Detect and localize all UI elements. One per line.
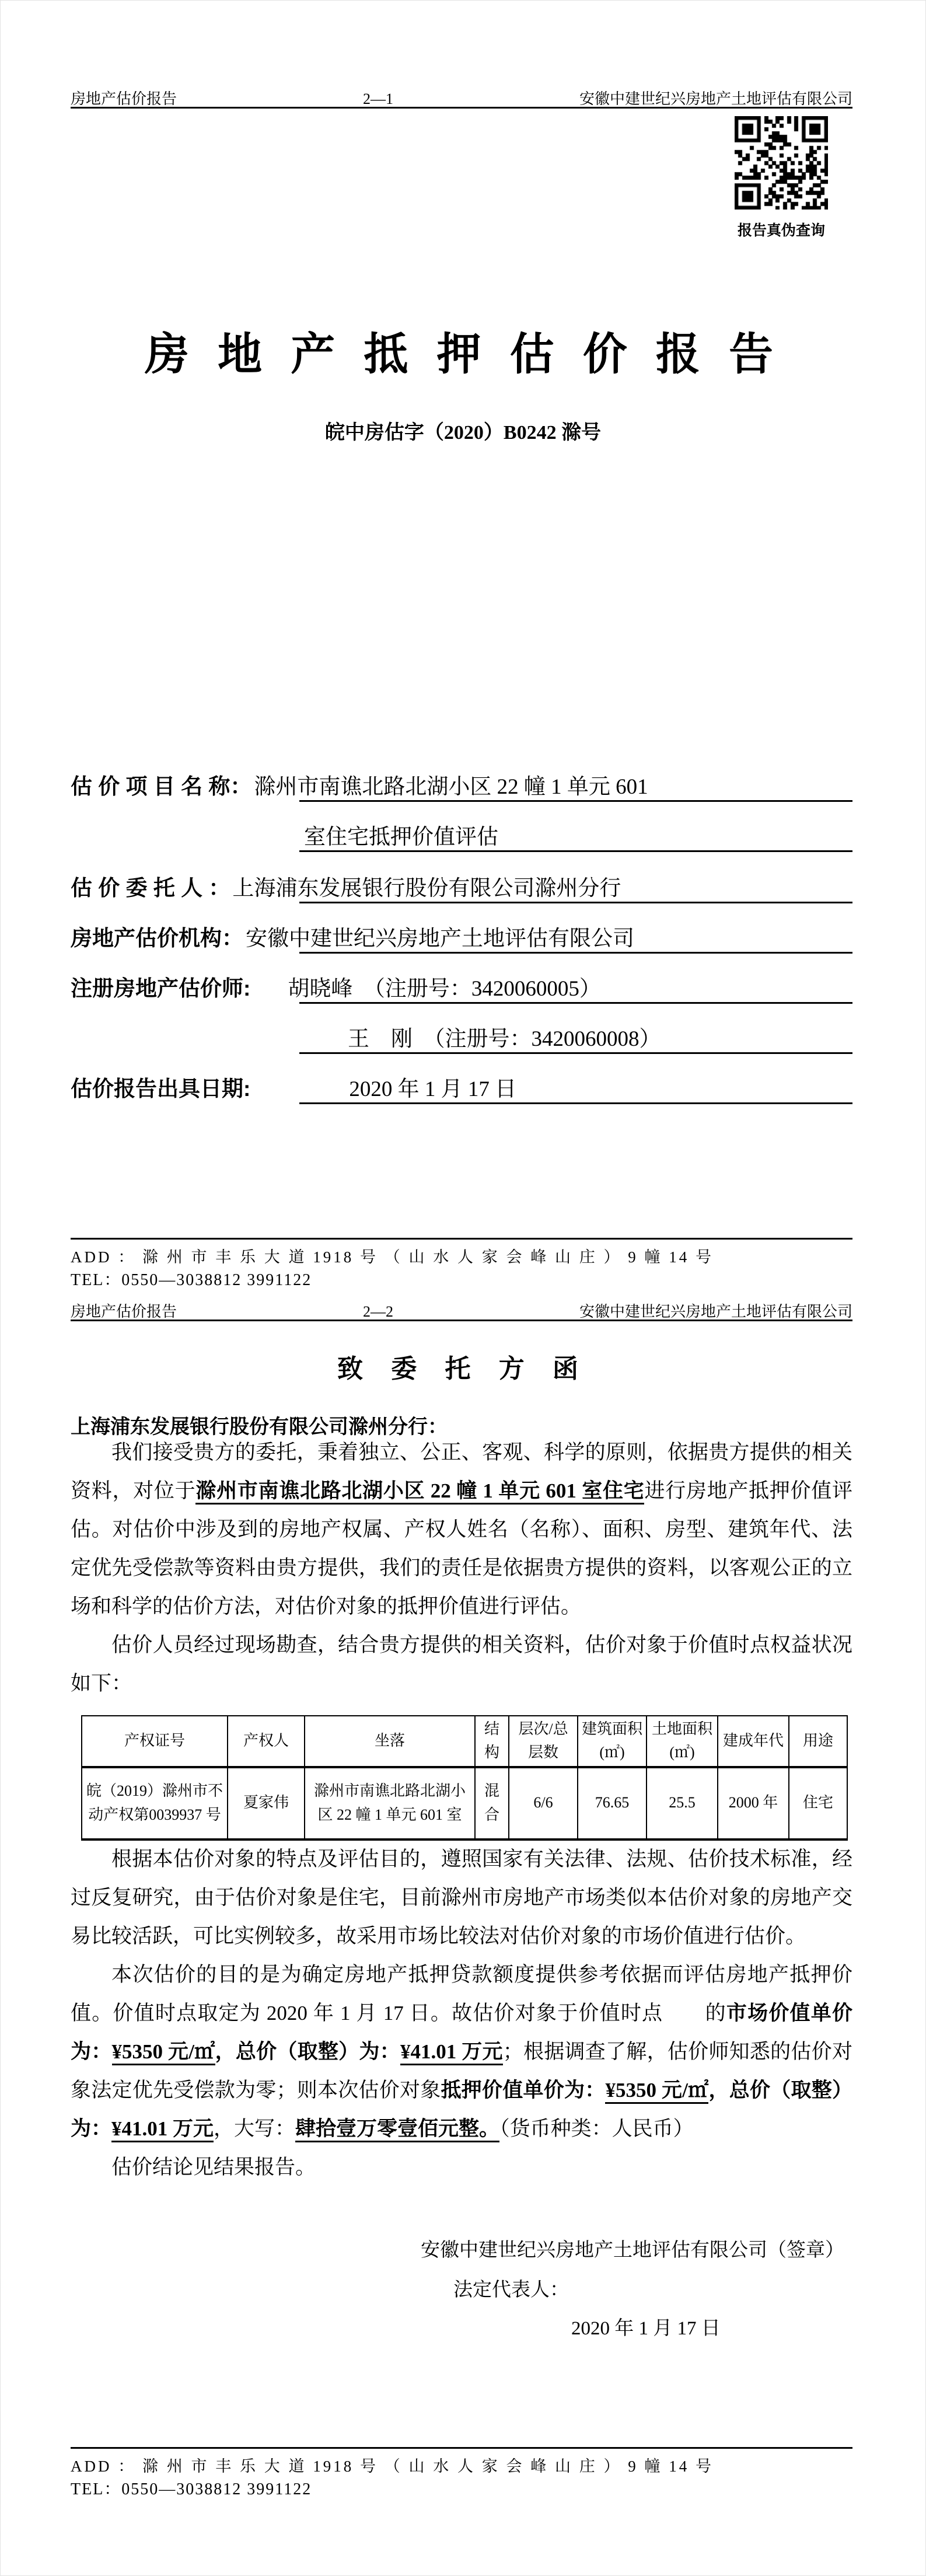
paragraph-text: 为： <box>71 2040 112 2063</box>
field-underline <box>299 1052 852 1054</box>
field-client-value: 上海浦东发展银行股份有限公司滁州分行 <box>232 877 621 900</box>
field-project-name <box>71 769 852 800</box>
letter-title: 致 委 托 方 函 <box>337 1355 589 1383</box>
signature-legal-representative: 法定代表人： <box>453 2280 569 2301</box>
header-rule <box>71 1320 852 1321</box>
field-underline <box>299 1102 852 1104</box>
footer-telephone: TEL：0550—3038812 3991122 <box>71 1271 312 1289</box>
field-project-name-label: 估 价 项 目 名 称： <box>71 774 252 798</box>
footer-rule <box>71 2447 852 2449</box>
footer-telephone: TEL：0550—3038812 3991122 <box>71 2480 312 2498</box>
field-issue-date-label: 估价报告出具日期: <box>71 1077 251 1101</box>
col-floor: 层次/总层数 <box>509 1716 578 1767</box>
market-value-label: 市场价值单价 <box>726 2002 852 2025</box>
field-client-label: 估 价 委 托 人 ： <box>71 876 230 900</box>
paragraph-text: 本次估价的目的是为确定房地产抵押贷款额度提供参考依据而评估房地产抵押价值。价值时点取定为 2020 年 1 月 17 日。故估价对象于价值时点 的 <box>71 1963 852 2025</box>
subject-property-highlight: 滁州市南谯北路北湖小区 22 幢 1 单元 601 室住宅 <box>195 1479 644 1505</box>
cell-location: 滁州市南谯北路北湖小区 22 幢 1 单元 601 室 <box>305 1767 475 1839</box>
paragraph-text: ， <box>215 2040 236 2063</box>
cell-floor: 6/6 <box>509 1767 578 1839</box>
letter-salutation: 上海浦东发展银行股份有限公司滁州分行： <box>71 1416 448 1438</box>
cell-certificate-no: 皖（2019）滁州市不动产权第0039937 号 <box>82 1767 228 1839</box>
cell-owner: 夏家伟 <box>228 1767 305 1839</box>
mortgage-value-label: 抵押价值单价为： <box>441 2079 606 2102</box>
qr-code <box>735 116 828 210</box>
currency-note: （货币种类：人民币） <box>499 2117 694 2140</box>
header-company-name: 安徽中建世纪兴房地产土地评估有限公司 <box>579 1303 852 1320</box>
col-building-area: 建筑面积(㎡) <box>578 1716 647 1767</box>
qr-caption: 报告真伪查询 <box>737 222 825 239</box>
field-underline <box>299 800 852 802</box>
page1-running-header <box>71 87 852 109</box>
col-structure: 结构 <box>475 1716 509 1767</box>
field-project-name-value2: 室住宅抵押价值评估 <box>304 825 498 849</box>
field-issue-date <box>71 1071 852 1102</box>
paragraph-text: ；根据调查了解，估价师知悉的估价对象法定优先受偿款为零；则本次估价对象 <box>71 2040 852 2102</box>
field-agency-value: 安徽中建世纪兴房地产土地评估有限公司 <box>246 927 634 951</box>
cell-year-built: 2000 年 <box>718 1767 789 1839</box>
col-use: 用途 <box>789 1716 847 1767</box>
col-land-area: 土地面积(㎡) <box>647 1716 718 1767</box>
market-unit-price: ¥5350 元/㎡ <box>112 2040 215 2065</box>
field-project-name-line2 <box>71 819 852 850</box>
footer-address: ADD ： 滁 州 市 丰 乐 大 道 1918 号 （ 山 水 人 家 会 峰 山 庄 ） 9 幢 14 号 <box>71 1248 714 1266</box>
mortgage-unit-price: ¥5350 元/㎡ <box>605 2079 708 2104</box>
cell-land-area: 25.5 <box>647 1767 718 1839</box>
table-header-row <box>82 1716 847 1767</box>
paragraph-valuation <box>71 1956 852 2148</box>
letter-body-bottom <box>71 1840 852 2187</box>
field-underline <box>299 902 852 903</box>
page2-running-header <box>71 1300 852 1321</box>
cell-building-area: 76.65 <box>578 1767 647 1839</box>
header-company-name: 安徽中建世纪兴房地产土地评估有限公司 <box>579 90 852 107</box>
cell-structure: 混合 <box>475 1767 509 1839</box>
header-page-number: 2—2 <box>363 1303 393 1320</box>
footer-rule <box>71 1238 852 1240</box>
footer-address: ADD ： 滁 州 市 丰 乐 大 道 1918 号 （ 山 水 人 家 会 峰 山 庄 ） 9 幢 14 号 <box>71 2458 714 2475</box>
report-title: 房 地 产 抵 押 估 价 报 告 <box>145 330 781 379</box>
paragraph-method: 根据本估价对象的特点及评估目的，遵照国家有关法律、法规、估价技术标准，经过反复研究，由于估价对象是住宅，目前滁州市房地产市场类似本估价对象的房地产交易比较活跃，可比实例较多，故采用市场比较法对估价对象的市场价值进行估价。 <box>71 1848 852 1947</box>
field-issue-date-value: 2020 年 1 月 17 日 <box>349 1077 517 1101</box>
paragraph-intro <box>71 1433 852 1626</box>
paragraph-text: ，大写： <box>214 2117 296 2140</box>
col-location: 坐落 <box>305 1716 475 1767</box>
field-appraiser-2-value: 王 刚 （注册号：3420060008） <box>348 1027 661 1051</box>
field-appraiser-1 <box>71 971 852 1002</box>
field-appraiser-label: 注册房地产估价师: <box>71 976 251 1000</box>
market-total-price: ¥41.01 万元 <box>400 2040 503 2065</box>
field-appraiser-1-value: 胡晓峰 （注册号：3420060005） <box>288 977 601 1001</box>
paragraph-text: 进行房地产抵押价值评估。对估价中涉及到的房地产权属、产权人姓名（名称）、面积、房型、建筑年代、法定优先受偿款等资料由贵方提供，我们的责任是依据贵方提供的资料，以客观公正的立场和科学的估价方法，对估价对象的抵押价值进行评估。 <box>71 1479 852 1618</box>
field-underline <box>299 1002 852 1004</box>
paragraph-conclusion: 估价结论见结果报告。 <box>111 2156 316 2179</box>
field-underline <box>299 952 852 954</box>
amount-in-words: 肆拾壹万零壹佰元整。 <box>295 2117 499 2142</box>
paragraph-text: ， <box>708 2079 729 2102</box>
col-year-built: 建成年代 <box>718 1716 789 1767</box>
signature-date: 2020 年 1 月 17 日 <box>571 2318 721 2339</box>
col-owner: 产权人 <box>228 1716 305 1767</box>
header-page-number: 2—1 <box>363 90 393 107</box>
mortgage-total-price: ¥41.01 万元 <box>111 2117 214 2142</box>
paragraph-text: 我们接受贵方的委托，秉着独立、公正、客观、科学的原则，依据贵方提供的相关资料，对位于 <box>71 1441 852 1502</box>
header-doc-type: 房地产估价报告 <box>71 90 177 107</box>
letter-body-top <box>71 1433 852 1703</box>
field-underline <box>299 850 852 852</box>
total-price-label: 总价（取整）为： <box>71 2079 852 2140</box>
field-project-name-value: 滁州市南谯北路北湖小区 22 幢 1 单元 601 <box>254 775 648 799</box>
field-appraiser-2 <box>71 1021 852 1052</box>
field-client <box>71 870 852 902</box>
signature-company: 安徽中建世纪兴房地产土地评估有限公司（签章） <box>421 2240 844 2261</box>
total-price-label: 总价（取整）为： <box>235 2040 400 2063</box>
field-agency-label: 房地产估价机构： <box>71 926 243 950</box>
table-data-row <box>82 1767 847 1839</box>
header-doc-type: 房地产估价报告 <box>71 1303 177 1320</box>
header-rule <box>71 107 852 109</box>
field-agency <box>71 920 852 952</box>
paragraph-survey: 估价人员经过现场勘查，结合贵方提供的相关资料，估价对象于价值时点权益状况如下： <box>71 1633 852 1695</box>
property-rights-table <box>81 1715 848 1841</box>
col-certificate-no: 产权证号 <box>82 1716 228 1767</box>
report-number: 皖中房估字（2020）B0242 滁号 <box>324 422 602 444</box>
cell-use: 住宅 <box>789 1767 847 1839</box>
property-rights-table-wrap <box>81 1715 847 1841</box>
